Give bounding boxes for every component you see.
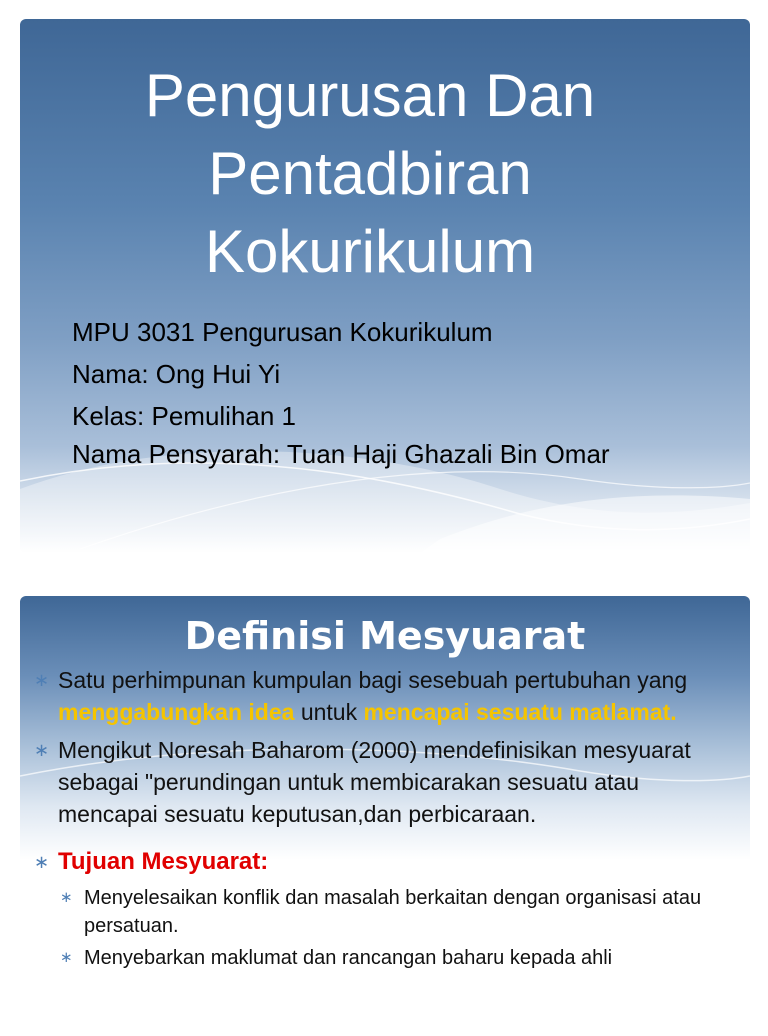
title-slide — [20, 19, 750, 553]
sub-bullet: ∗ Menyelesaikan konflik dan masalah berkaitan dengan organisasi atau persatuan. — [60, 884, 734, 940]
highlight-text: menggabungkan idea — [58, 699, 295, 725]
sub-bullet: ∗ Menyebarkan maklumat dan rancangan baharu kepada ahli — [60, 944, 734, 972]
bullet-noresah: ∗ Mengikut Noresah Baharom (2000) mendefinisikan mesyuarat sebagai "perundingan untuk membicarakan sesuatu atau mencapai sesuatu keputusan,dan perbicaraan. — [34, 734, 734, 830]
asterisk-bullet-icon: ∗ — [60, 949, 73, 966]
slide-title: Pengurusan Dan Pentadbiran Kokurikulum — [144, 62, 596, 285]
slide-title: Definisi Mesyuarat — [184, 614, 586, 658]
lecturer-line: Nama Pensyarah: Tuan Haji Ghazali Bin Omar — [72, 439, 610, 469]
asterisk-bullet-icon: ∗ — [60, 889, 73, 906]
asterisk-bullet-icon: ∗ — [34, 852, 50, 872]
content-slide — [20, 596, 750, 1036]
highlight-text: mencapai sesuatu matlamat. — [363, 699, 677, 725]
name-line: Nama: Ong Hui Yi — [72, 359, 281, 389]
heading-tujuan: ∗ Tujuan Mesyuarat: — [34, 846, 734, 878]
bullet-definition: ∗ Satu perhimpunan kumpulan bagi sesebuah pertubuhan yang menggabungkan idea untuk mencapai sesuatu matlamat. — [34, 664, 734, 728]
slide-subtitle — [72, 311, 712, 471]
asterisk-bullet-icon: ∗ — [34, 740, 50, 760]
asterisk-bullet-icon: ∗ — [34, 670, 50, 690]
bullet-list — [34, 664, 734, 976]
class-line: Kelas: Pemulihan 1 — [72, 401, 297, 431]
course-line: MPU 3031 Pengurusan Kokurikulum — [72, 317, 493, 347]
